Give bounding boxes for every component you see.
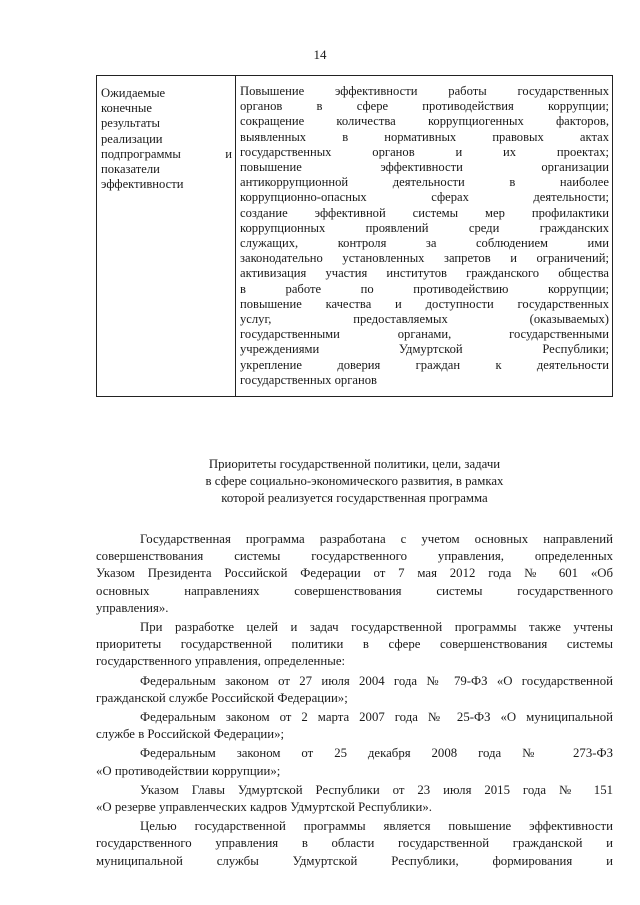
text-line: «О противодействии коррупции»; (96, 763, 281, 778)
text-line: Федеральным законом от 25 декабря 2008 года № 273-ФЗ (140, 746, 613, 761)
table-row (97, 76, 613, 397)
result-line: законодательно установленных запретов и ограничений; (240, 251, 609, 266)
result-line: укрепление доверия граждан к деятельности (240, 357, 609, 372)
heading-line: в сфере социально-экономического развития, в рамках (205, 474, 504, 488)
result-line: антикоррупционной деятельности в наиболее (240, 175, 609, 190)
label-line: показатели (101, 162, 160, 177)
text-line: гражданской службе Российской Федерации»; (96, 690, 348, 705)
paragraph (96, 782, 613, 816)
result-line: сокращение количества коррупциогенных факторов, (240, 114, 609, 129)
text-line: Федеральным законом от 2 марта 2007 года № 25-ФЗ «О муниципальной (140, 710, 613, 725)
text-line: «О резерве управленческих кадров Удмуртской Республики». (96, 800, 432, 815)
text-line: муниципальной службы Удмуртской Республики, формирования и (96, 853, 613, 868)
result-line: повышение эффективности организации (240, 160, 609, 175)
paragraph (96, 619, 613, 671)
section-heading (96, 456, 613, 507)
text-line: совершенствования системы государственного управления, определенных (96, 549, 613, 564)
result-line: выявленных в нормативных правовых актах (240, 129, 609, 144)
result-line: Повышение эффективности работы государственных (240, 84, 609, 98)
text-line: Целью государственной программы является повышение эффективности (140, 819, 613, 834)
result-line: органов в сфере противодействия коррупции; (240, 99, 609, 114)
text-line: приоритеты государственной политики в сфере совершенствования системы (96, 637, 613, 652)
result-line: служащих, контроля за соблюдением ими (240, 236, 609, 251)
text-line: Федеральным законом от 27 июля 2004 года № 79-ФЗ «О государственной (140, 673, 613, 688)
result-line: учреждениями Удмуртской Республики; (240, 342, 609, 357)
text-line: управления». (96, 600, 169, 615)
text-line: государственного управления, определенные: (96, 654, 346, 669)
body-text (96, 531, 613, 872)
text-line: службе в Российской Федерации»; (96, 727, 285, 742)
text-line: государственного управления в области государственной гражданской и (96, 836, 613, 851)
label-line: результаты (101, 116, 160, 131)
paragraph (96, 818, 613, 870)
label-line: реализации (101, 131, 163, 146)
heading-line: Приоритеты государственной политики, цели, задачи (208, 457, 501, 471)
result-line: создание эффективной системы мер профилактики (240, 205, 609, 220)
label-line: эффективности (101, 177, 184, 192)
result-line: коррупционных проявлений среди гражданских (240, 220, 609, 235)
table-label-cell (97, 76, 236, 397)
result-line: государственными органами, государственными (240, 327, 609, 342)
result-line: в работе по противодействию коррупции; (240, 281, 609, 296)
heading-line: которой реализуется государственная программа (221, 491, 488, 505)
text-line: основных направлениях совершенствования системы государственного (96, 583, 613, 598)
text-line: При разработке целей и задач государственной программы также учтены (140, 620, 613, 635)
result-line: услуг, предоставляемых (оказываемых) (240, 312, 609, 327)
paragraph (96, 709, 613, 743)
result-line: коррупционно-опасных сферах деятельности; (240, 190, 609, 205)
table-results-cell (236, 76, 613, 397)
text-line: Указом Президента Российской Федерации от 7 мая 2012 года № 601 «Об (96, 566, 613, 581)
text-line: Указом Главы Удмуртской Республики от 23 июля 2015 года № 151 (140, 782, 613, 797)
paragraph (96, 531, 613, 617)
result-line: активизация участия институтов гражданского общества (240, 266, 609, 281)
program-results-table (96, 75, 613, 397)
paragraph (96, 745, 613, 779)
result-line: государственных органов и их проектах; (240, 144, 609, 159)
label-line: конечные (101, 101, 152, 116)
result-line: повышение качества и доступности государственных (240, 296, 609, 311)
page-number: 14 (313, 47, 327, 62)
paragraph (96, 673, 613, 707)
result-line: государственных органов (240, 372, 377, 387)
label-line: Ожидаемые (101, 86, 166, 100)
label-line: подпрограммы и (101, 146, 232, 161)
text-line: Государственная программа разработана с учетом основных направлений (140, 532, 613, 546)
